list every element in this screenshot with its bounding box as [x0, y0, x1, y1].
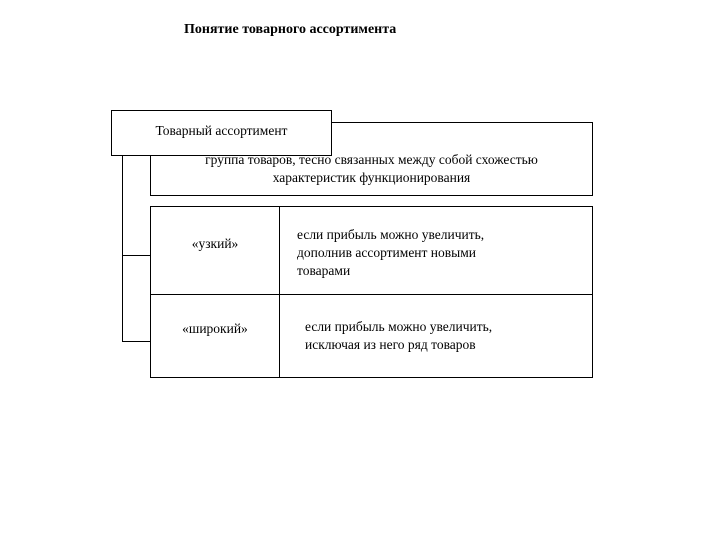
- type-narrow-label: «узкий»: [191, 236, 239, 251]
- type-wide-label: «широкий»: [182, 321, 248, 336]
- root-box: [111, 110, 332, 156]
- type-wide-desc-line-1: если прибыль можно увеличить,: [305, 319, 493, 334]
- definition-text: [150, 151, 593, 187]
- type-wide-description: [305, 318, 492, 354]
- type-narrow-desc-line-1: если прибыль можно увеличить,: [297, 227, 485, 242]
- connector-trunk: [122, 156, 123, 342]
- type-wide-desc-line-2: исключая из него ряд товаров: [305, 337, 476, 352]
- page-title: Понятие товарного ассортимента: [184, 22, 397, 37]
- type-narrow-desc-line-3: товарами: [297, 263, 351, 278]
- table-vertical-divider: [279, 206, 280, 378]
- connector-branch-narrow: [122, 255, 150, 256]
- definition-line-2: характеристик функционирования: [272, 170, 471, 185]
- connector-branch-wide: [122, 341, 150, 342]
- root-label: Товарный ассортимент: [155, 123, 288, 138]
- definition-line-1: группа товаров, тесно связанных между собой схожестью: [205, 152, 538, 167]
- type-narrow-desc-line-2: дополнив ассортимент новыми: [297, 245, 476, 260]
- table-horizontal-divider: [150, 294, 593, 295]
- type-narrow-description: [297, 226, 484, 280]
